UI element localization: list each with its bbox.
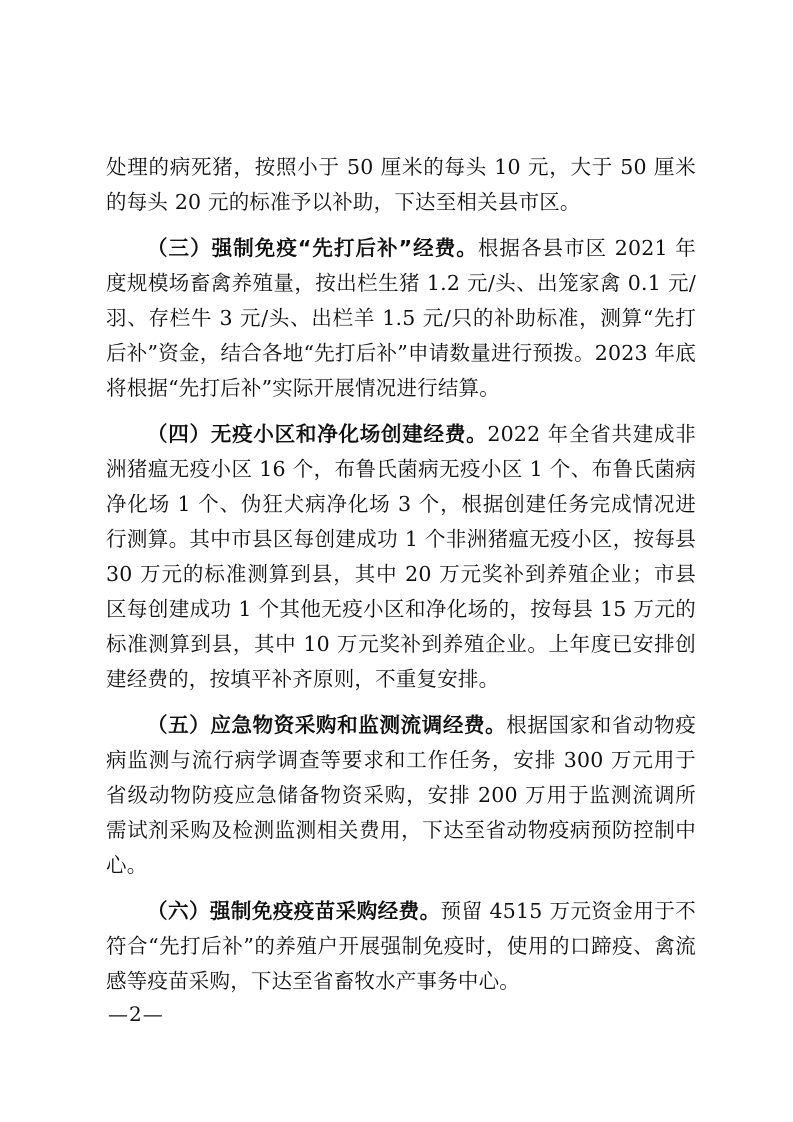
paragraph-text: 预留 4515 万元资金用于不符合“先打后补”的养殖户开展强制免疫时，使用的口蹄疫、禽流感等疫苗采购，下达至省畜牧水产事务中心。 (106, 899, 696, 993)
paragraph-text: 根据国家和省动物疫病监测与流行病学调查等要求和工作任务，安排 300 万元用于省级动物防疫应急储备物资采购，安排 200 万用于监测流调所需试剂采购及检测监测相关费用，下达至省动物疫病预防控制中心。 (106, 713, 696, 877)
paragraph-1 (106, 150, 696, 220)
paragraph-2 (106, 231, 696, 406)
paragraph-5 (106, 894, 696, 999)
paragraph-text: 根据各县市区 2021 年度规模场畜禽养殖量，按出栏生猪 1.2 元/头、出笼家禽 0.1 元/羽、存栏牛 3 元/头、出栏羊 1.5 元/只的补助标准，测算“先打后补”资金，结合各地“先打后补”申请数量进行预拨。2023 年底将根据“先打后补”实际开展情况进行结算。 (106, 236, 696, 400)
paragraph-text: 2022 年全省共建成非洲猪瘟无疫小区 16 个，布鲁氏菌病无疫小区 1 个、布鲁氏菌病净化场 1 个、伪狂犬病净化场 3 个，根据创建任务完成情况进行测算。其中市县区每创建成功 1 个非洲猪瘟无疫小区，按每县 30 万元的标准测算到县，其中 20 万元奖补到养殖企业；市县区每创建成功 1 个其他无疫小区和净化场的，按每县 15 万元的标准测算到县，其中 10 万元奖补到养殖企业。上年度已安排创建经费的，按填平补齐原则，不重复安排。 (106, 422, 696, 691)
section-heading: （三）强制免疫“先打后补”经费。 (147, 236, 478, 260)
paragraph-4 (106, 708, 696, 883)
paragraph-3 (106, 417, 696, 697)
page-number: —2— (108, 1002, 164, 1026)
paragraph-text: 处理的病死猪，按照小于 50 厘米的每头 10 元，大于 50 厘米的每头 20 元的标准予以补助，下达至相关县市区。 (106, 155, 696, 214)
section-heading: （四）无疫小区和净化场创建经费。 (147, 422, 488, 446)
document-body (106, 150, 696, 999)
section-heading: （五）应急物资采购和监测流调经费。 (147, 713, 507, 737)
section-heading: （六）强制免疫疫苗采购经费。 (147, 899, 441, 923)
